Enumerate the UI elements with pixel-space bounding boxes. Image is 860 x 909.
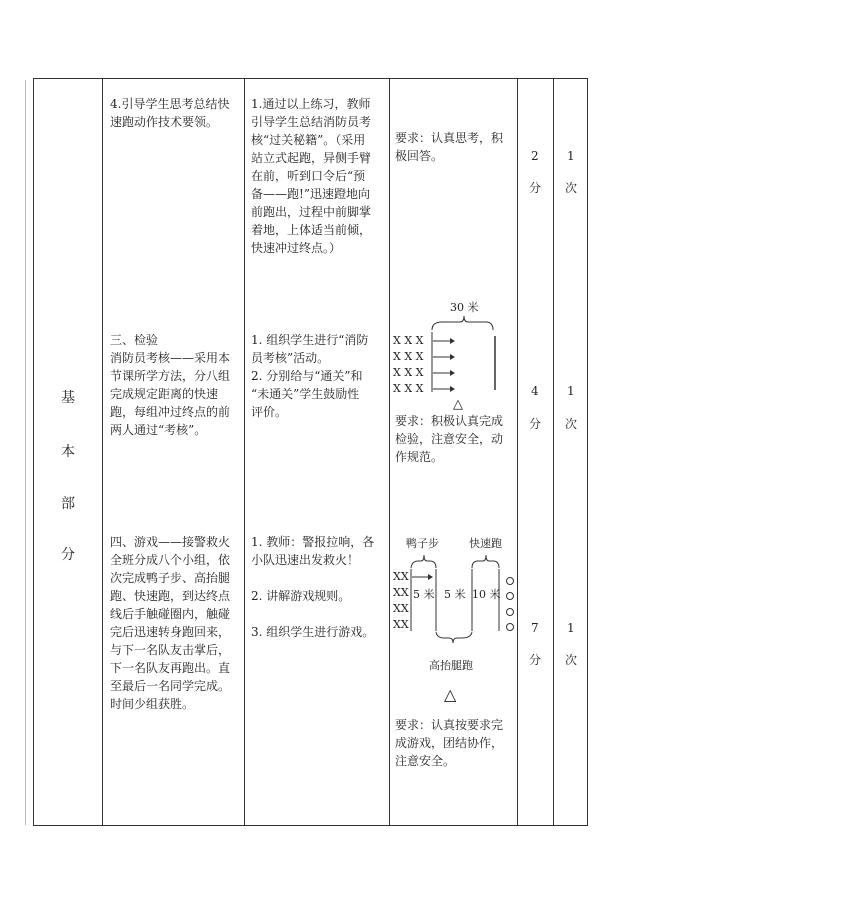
page-margin-line	[25, 80, 26, 825]
row1-content: 4.引导学生思考总结快 速跑动作技术要领。	[110, 97, 230, 129]
segment-label: 5 米	[444, 588, 466, 601]
fast-run-label: 快速跑	[469, 537, 502, 550]
section-char: 本	[61, 444, 75, 460]
row1-count-unit: 次	[565, 181, 578, 195]
row1-time-unit: 分	[529, 181, 542, 195]
row3-count-num: 1	[567, 621, 575, 635]
student-row: XX	[393, 570, 409, 583]
row2-count-num: 1	[567, 384, 575, 398]
distance-label: 30 米	[450, 301, 479, 314]
row2-method: 1. 组织学生进行“消防 员考核”活动。 2. 分别给与“通关”和 “未通关”学生鼓励性 评价。	[251, 333, 369, 419]
student-row: X X X	[393, 366, 424, 379]
row3-requirement: 要求：认真按要求完 成游戏，团结协作， 注意安全。	[395, 718, 504, 768]
sprint-formation-diagram	[390, 294, 516, 414]
column-divider	[102, 79, 103, 825]
column-divider	[517, 79, 518, 825]
student-row: X X X	[393, 334, 424, 347]
column-divider	[244, 79, 245, 825]
row1-time-num: 2	[531, 149, 539, 163]
row2-requirement: 要求：积极认真完成 检验，注意安全，动 作规范。	[395, 414, 504, 464]
lesson-plan-table	[33, 78, 588, 826]
section-char: 部	[61, 496, 75, 512]
row3-method: 1. 教师：警报拉响，各 小队迅速出发救火！ 2. 讲解游戏规则。 3. 组织学生进行游戏。	[251, 535, 375, 639]
student-row: XX	[393, 602, 409, 615]
row1-method: 1.通过以上练习，教师 引导学生总结消防员考 核“过关秘籍”。（采用 站立式起跑，异侧手臂 在前，听到口令后“预 备——跑!”迅速蹬地向 前跑出，过程中前脚掌 着地，上体适当前倾， 快速冲过终点。）	[251, 97, 372, 255]
student-row: X X X	[393, 382, 424, 395]
row3-time-num: 7	[531, 621, 539, 635]
row2-content: 三、检验 消防员考核——采用本 节课所学方法，分八组 完成规定距离的快速 跑，每组冲过终点的前 两人通过“考核”。	[110, 333, 231, 437]
section-char: 基	[61, 390, 75, 406]
column-divider	[553, 79, 554, 825]
row3-time-unit: 分	[529, 653, 542, 667]
teacher-triangle-icon: △	[444, 685, 457, 704]
row2-time-num: 4	[531, 384, 539, 398]
section-char: 分	[61, 547, 75, 563]
student-row: XX	[393, 618, 409, 631]
row2-count-unit: 次	[565, 417, 578, 431]
row3-count-unit: 次	[565, 653, 578, 667]
student-row: X X X	[393, 350, 424, 363]
student-row: XX	[393, 586, 409, 599]
row2-time-unit: 分	[529, 417, 542, 431]
high-knee-label: 高抬腿跑	[429, 659, 473, 672]
row1-count-num: 1	[567, 149, 575, 163]
segment-label: 5 米	[413, 588, 435, 601]
row1-requirement: 要求：认真思考，积 极回答。	[395, 131, 504, 163]
duck-walk-label: 鸭子步	[406, 537, 439, 550]
teacher-triangle-icon: △	[453, 397, 463, 412]
relay-game-diagram	[390, 531, 516, 711]
row3-content: 四、游戏——接警救火 全班分成八个小组，依 次完成鸭子步、高抬腿 跑、快速跑，到达终点 线后手触碰圈内，触碰 完后迅速转身跑回来， 与下一名队友击掌后， 下一名队友再跑出。直 至最后一名同学完成。 时间少组获胜。	[110, 535, 231, 711]
segment-label: 10 米	[472, 588, 501, 601]
column-divider	[389, 79, 390, 825]
